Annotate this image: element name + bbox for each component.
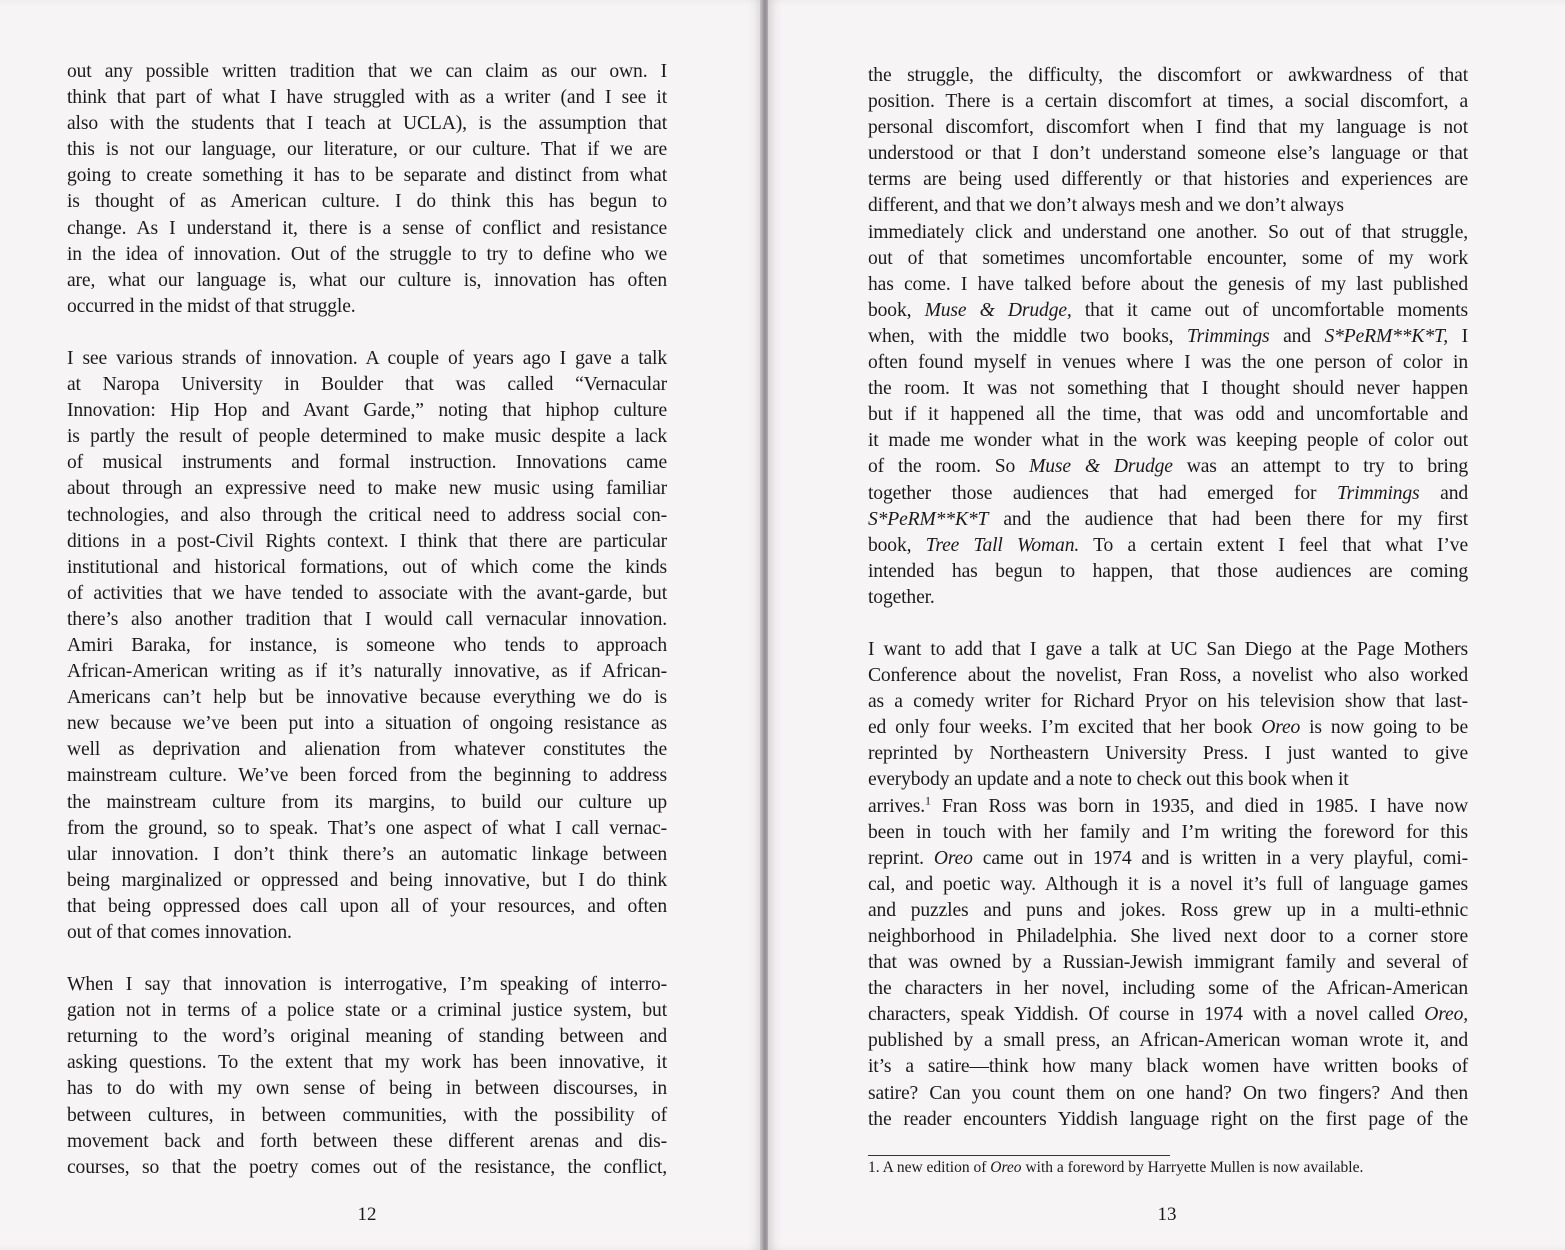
book-title: S*PeRM**K*T,: [1324, 325, 1449, 347]
page-number-right: 13: [1157, 1204, 1177, 1225]
text-line: I want to add that I gave a talk at UC San Diego at the Page Mothers: [868, 638, 1468, 660]
text-line: intended has begun to happen, that those audiences are coming: [868, 560, 1468, 582]
text-line: understood or that I don’t understand someone else’s language or that: [868, 143, 1468, 165]
paragraph: [67, 972, 667, 1181]
text-line: Americans can’t help but be innovative because everything we do is: [67, 687, 667, 709]
text-line: personal discomfort, discomfort when I find that my language is not: [868, 117, 1468, 139]
footnote: 1. A new edition of Oreo with a foreword by Harryette Mullen is now available.: [868, 1159, 1364, 1176]
text-line: When I say that innovation is interrogative, I’m speaking of interro-: [67, 974, 667, 996]
text-line: of musical instruments and formal instruction. Innovations came: [67, 452, 667, 474]
text-line: is partly the result of people determined to make music despite a lack: [67, 426, 667, 448]
left-page-body: [67, 59, 667, 1181]
book-title: Muse & Drudge: [1029, 456, 1173, 478]
text-line: Conference about the novelist, Fran Ross, a novelist who also worked: [868, 665, 1468, 687]
text-line: from the ground, so to speak. That’s one aspect of what I call vernac-: [67, 817, 667, 839]
text-line: Amiri Baraka, for instance, is someone who tends to approach: [67, 634, 667, 656]
text-line: the room. It was not something that I thought should never happen: [868, 378, 1468, 400]
text-line: there’s also another tradition that I would call vernacular innovation.: [67, 608, 667, 630]
text-line: also with the students that I teach at UCLA), is the assumption that: [67, 113, 667, 135]
text-line: the characters in her novel, including some of the African-American: [868, 978, 1468, 1000]
book-title: Oreo: [933, 847, 973, 869]
text-line: think that part of what I have struggled with as a writer (and I see it: [67, 87, 667, 109]
text-line: occurred in the midst of that struggle.: [67, 295, 356, 317]
text-line: but if it happened all the time, that was odd and uncomfortable and: [868, 404, 1468, 426]
footnote-divider: [868, 1155, 1170, 1156]
right-page: [768, 0, 1565, 1250]
text-line: book, Muse & Drudge, that it came out of uncomfortable moments: [868, 299, 1468, 321]
text-line: satire? Can you count them on one hand? On two fingers? And then: [868, 1082, 1468, 1104]
text-line: been in touch with her family and I’m writing the foreword for this: [868, 821, 1468, 843]
text-line: this is not our language, our literature, or our culture. That if we are: [67, 139, 667, 161]
text-line: institutional and historical formations, out of which come the kinds: [67, 556, 667, 578]
text-line: the mainstream culture from its margins, to build our culture up: [67, 791, 667, 813]
text-line: reprint. Oreo came out in 1974 and is written in a very playful, comi-: [868, 847, 1468, 869]
text-line: neighborhood in Philadelphia. She lived next door to a corner store: [868, 926, 1468, 947]
text-line: it made me wonder what in the work was keeping people of color out: [868, 430, 1468, 452]
text-line: S*PeRM**K*T and the audience that had been there for my first: [868, 508, 1468, 530]
text-line: different, and that we don’t always mesh and we don’t always: [868, 195, 1344, 217]
text-line: African-American writing as if it’s naturally innovative, as if African-: [67, 661, 667, 683]
paragraph: [67, 59, 667, 320]
text-line: of the room. So Muse & Drudge was an attempt to try to bring: [868, 456, 1468, 478]
right-page-body: [868, 63, 1468, 1133]
footnote-marker: 1: [925, 793, 931, 807]
text-line: reprinted by Northeastern University Press. I just wanted to give: [868, 743, 1468, 765]
book-title: Trimmings: [1187, 325, 1270, 347]
text-line: that being oppressed does call upon all of your resources, and often: [67, 895, 667, 917]
text-line: arrives.$^1$ Fran Ross was born in 1935, and died in 1985. I have now: [868, 793, 1468, 817]
text-line: book, Tree Tall Woman. To a certain extent I feel that what I’ve: [868, 534, 1468, 556]
paragraph: [67, 346, 667, 946]
text-line: new because we’ve been put into a situation of ongoing resistance as: [67, 713, 667, 735]
text-line: position. There is a certain discomfort at times, a social discomfort, a: [868, 91, 1468, 113]
text-line: well as deprivation and alienation from whatever constitutes the: [67, 739, 667, 761]
text-line: ed only four weeks. I’m excited that her book Oreo is now going to be: [868, 717, 1468, 739]
text-line: technologies, and also through the critical need to address social con-: [67, 504, 667, 526]
text-line: it’s a satire—think how many black women have written books of: [868, 1056, 1468, 1078]
text-line: everybody an update and a note to check out this book when it: [868, 769, 1349, 791]
left-page: [0, 0, 762, 1250]
book-title: Muse & Drudge,: [924, 299, 1072, 321]
text-line: cal, and poetic way. Although it is a novel it’s full of language games: [868, 873, 1468, 895]
text-line: ular innovation. I don’t think there’s an automatic linkage between: [67, 843, 667, 865]
text-line: going to create something it has to be separate and distinct from what: [67, 165, 667, 187]
text-line: asking questions. To the extent that my work has been innovative, it: [67, 1052, 667, 1074]
book-title: S*PeRM**K*T: [868, 508, 989, 530]
text-line: out of that comes innovation.: [67, 922, 292, 943]
text-line: mainstream culture. We’ve been forced from the beginning to address: [67, 765, 667, 787]
text-line: out of that sometimes uncomfortable encounter, some of my work: [868, 247, 1468, 269]
book-title: Trimmings: [1337, 482, 1420, 504]
text-line: between cultures, in between communities, with the possibility of: [67, 1104, 667, 1126]
text-line: at Naropa University in Boulder that was called “Vernacular: [67, 374, 667, 396]
text-line: about through an expressive need to make new music using familiar: [67, 478, 667, 500]
text-line: has to do with my own sense of being in between discourses, in: [67, 1078, 667, 1100]
text-line: that was owned by a Russian-Jewish immigrant family and several of: [868, 952, 1468, 974]
text-line: the struggle, the difficulty, the discomfort or awkwardness of that: [868, 65, 1468, 86]
text-line: out any possible written tradition that we can claim as our own. I: [67, 61, 667, 82]
text-line: when, with the middle two books, Trimmings and S*PeRM**K*T, I: [868, 325, 1468, 347]
text-line: the reader encounters Yiddish language right on the first page of the: [868, 1108, 1468, 1130]
text-line: together those audiences that had emerged for Trimmings and: [868, 482, 1468, 504]
text-line: Innovation: Hip Hop and Avant Garde,” noting that hiphop culture: [67, 400, 667, 422]
book-title: Oreo,: [1424, 1004, 1468, 1026]
text-line: of activities that we have tended to associate with the avant-garde, but: [67, 582, 667, 604]
text-line: together.: [868, 586, 935, 608]
text-line: ditions in a post-Civil Rights context. I think that there are particular: [67, 530, 667, 552]
text-line: gation not in terms of a police state or a criminal justice system, but: [67, 1000, 667, 1022]
text-line: being marginalized or oppressed and being innovative, but I do think: [67, 869, 667, 891]
text-line: movement back and forth between these different arenas and dis-: [67, 1130, 667, 1152]
text-line: in the idea of innovation. Out of the struggle to try to define who we: [67, 243, 667, 265]
text-line: often found myself in venues where I was the one person of color in: [868, 352, 1468, 374]
text-line: and puzzles and puns and jokes. Ross grew up in a multi-ethnic: [868, 899, 1468, 921]
text-line: change. As I understand it, there is a sense of conflict and resistance: [67, 217, 667, 239]
paragraph: [868, 63, 1468, 611]
text-line: courses, so that the poetry comes out of the resistance, the conflict,: [67, 1156, 667, 1178]
text-line: has come. I have talked before about the genesis of my last published: [868, 273, 1468, 295]
page-number-left: 12: [357, 1204, 377, 1225]
text-line: published by a small press, an African-American woman wrote it, and: [868, 1030, 1468, 1052]
text-line: characters, speak Yiddish. Of course in 1974 with a novel called Oreo,: [868, 1004, 1468, 1026]
text-line: are, what our language is, what our culture is, innovation has often: [67, 269, 667, 291]
text-line: is thought of as American culture. I do think this has begun to: [67, 191, 667, 213]
text-line: terms are being used differently or that histories and experiences are: [868, 169, 1468, 191]
text-line: returning to the word’s original meaning of standing between and: [67, 1026, 667, 1048]
book-title: Tree Tall Woman.: [925, 534, 1080, 556]
paragraph: [868, 637, 1468, 1133]
book-title: Oreo: [1261, 717, 1301, 739]
text-line: I see various strands of innovation. A couple of years ago I gave a talk: [67, 347, 667, 369]
text-line: as a comedy writer for Richard Pryor on his television show that last-: [868, 691, 1468, 713]
book-title: Oreo: [990, 1159, 1022, 1176]
text-line: immediately click and understand one another. So out of that struggle,: [868, 221, 1468, 243]
